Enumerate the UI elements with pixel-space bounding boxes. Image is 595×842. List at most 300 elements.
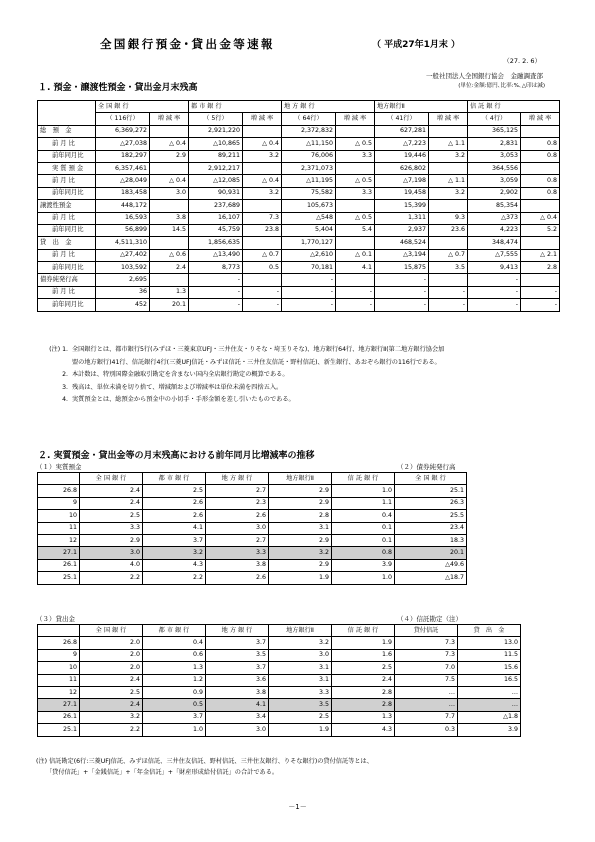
table-row [38,162,560,174]
bank-header: 都 市 銀 行 [143,473,206,485]
rate-cell: 1.9 [332,637,395,649]
rate-cell: 2.0 [80,662,143,674]
amount-cell: 626,802 [375,162,429,174]
table-row [38,547,395,559]
rate-cell [521,162,560,174]
rate-cell: △ 0.4 [150,138,189,150]
rate-cell: - [429,299,468,311]
table-row [395,522,467,534]
rate-cell: 4.1 [143,522,206,534]
rate-cell: 0.1 [332,534,395,546]
bank-header: 地 方 銀 行 [206,625,269,637]
note-text: 全国銀行とは、都市銀行5行(みずほ・三菱東京UFJ・三井住友・りそな・埼玉りそな)、地方銀行64行、地方銀行Ⅱ(第二地方銀行協会加 [72,346,445,353]
header-row [38,101,560,113]
column-group-name: 全 国 銀 行 [96,101,189,113]
t4-title: （４）信託勘定（注） [397,615,462,623]
amount-cell: 627,281 [375,125,429,137]
amount-cell: △11,195 [282,175,336,187]
section2-title: ２. 実質預金・貸出金等の月末残高における前年同月比増減率の推移 [38,451,315,461]
rate-cell: 2.0 [80,637,143,649]
rate-cell: 0.8 [521,150,560,162]
bond-issue-table [394,472,467,585]
rate-cell: 0.1 [332,522,395,534]
row-label: 前 月 比 [38,249,96,261]
amount-cell: 45,759 [189,224,243,236]
amount-cell: 364,556 [468,162,521,174]
rate-header: 増 減 率 [521,113,560,125]
header-row [395,473,467,485]
table-row [38,662,395,674]
period-cell: 27.1 [38,547,80,559]
row-label: 前 月 比 [38,212,96,224]
amount-cell: - [189,299,243,311]
note-key: 3. [62,383,68,391]
rate-cell: △1.8 [458,711,521,723]
rate-cell [336,125,375,137]
amount-cell: 2,831 [468,138,521,150]
table-row [395,649,521,661]
rate-cell [429,125,468,137]
table-row [38,485,395,497]
rate-cell: △ 0.5 [336,175,375,187]
rate-cell: 7.3 [395,649,458,661]
period-cell: 12 [38,534,80,546]
amount-cell: △3,194 [375,249,429,261]
rate-cell: △ 0.7 [243,249,282,261]
rate-cell: 2.9 [150,150,189,162]
rate-cell: - [336,299,375,311]
table-row [38,237,560,249]
table-row [38,711,395,723]
amount-cell: - [189,274,243,286]
rate-cell: 2.3 [206,497,269,509]
rate-cell: 4.3 [143,559,206,571]
rate-cell: 2.9 [269,497,332,509]
rate-cell: 0.8 [521,175,560,187]
rate-cell: 2.6 [206,510,269,522]
balance-table [37,100,560,312]
amount-cell: 70,181 [282,262,336,274]
amount-cell: 3,059 [468,175,521,187]
rate-cell: 3.3 [80,522,143,534]
rate-cell [429,200,468,212]
table-row [38,138,560,150]
table-row [38,249,560,261]
rate-cell [521,274,560,286]
amount-cell: △28,049 [96,175,150,187]
rate-cell: 18.3 [395,534,467,546]
note-line [36,394,561,407]
amount-cell: 6,357,461 [96,162,150,174]
bank-count: （ 116行） [96,113,150,125]
amount-cell: 2,372,832 [282,125,336,137]
table-row [395,510,467,522]
amount-cell: △373 [468,212,521,224]
rate-cell: 7.3 [243,212,282,224]
rate-cell: 3.1 [269,674,332,686]
rate-cell: … [458,699,521,711]
period-cell: 11 [38,674,80,686]
report-period: （ 平成27年1月末 ） [372,40,461,50]
amount-cell: △27,402 [96,249,150,261]
rate-cell: 3.2 [143,547,206,559]
note-key: 2. [62,371,68,379]
table-row [395,686,521,698]
rate-cell [336,274,375,286]
rate-cell: 11.5 [458,649,521,661]
table-row [395,547,467,559]
bank-header: 信 託 銀 行 [332,473,395,485]
rate-cell: 2.4 [150,262,189,274]
rate-cell [150,162,189,174]
amount-cell: △7,198 [375,175,429,187]
table-row [395,724,521,736]
rate-cell: 20.1 [150,299,189,311]
rate-cell: 0.8 [332,547,395,559]
rate-cell: 3.2 [429,150,468,162]
rate-cell: 2.4 [80,674,143,686]
table-row [38,522,395,534]
trust-account-table [394,624,521,737]
rate-cell: 23.4 [395,522,467,534]
period-cell: 26.8 [38,637,80,649]
rate-cell: 3.5 [269,699,332,711]
rate-cell [243,274,282,286]
table-row [38,262,560,274]
amount-cell: 56,899 [96,224,150,236]
rate-cell: … [395,699,458,711]
table-row [38,175,560,187]
rate-cell: △ 0.4 [521,212,560,224]
rate-cell: 5.4 [336,224,375,236]
amount-cell: 1,770,127 [282,237,336,249]
bank-header: 都 市 銀 行 [143,625,206,637]
row-label: 前 月 比 [38,286,96,298]
rate-cell: 2.7 [206,485,269,497]
t3-title: （３）貸出金 [36,615,75,623]
table-row [38,510,395,522]
rate-cell: 3.5 [429,262,468,274]
rate-cell: 26.3 [395,497,467,509]
bank-header: 地 方 銀 行 [206,473,269,485]
amount-cell: 89,211 [189,150,243,162]
rate-cell: 0.9 [143,686,206,698]
rate-cell: 3.7 [206,662,269,674]
row-label: 前年同月比 [38,150,96,162]
rate-cell: 3.2 [80,711,143,723]
table-row [38,200,560,212]
bank-header: 信 託 銀 行 [332,625,395,637]
rate-cell [150,200,189,212]
table-row [38,724,395,736]
rate-cell: 2.0 [80,649,143,661]
rate-cell: 2.4 [80,485,143,497]
notes-block [36,344,561,407]
rate-cell: 3.8 [206,559,269,571]
amount-cell: 15,399 [375,200,429,212]
note-key: (注) 1. [49,346,68,353]
rate-cell: 1.3 [150,286,189,298]
period-cell: 27.1 [38,699,80,711]
amount-cell: 365,125 [468,125,521,137]
amount-cell: △27,038 [96,138,150,150]
amount-cell: 19,446 [375,150,429,162]
amount-cell: 3,053 [468,150,521,162]
row-label: 前年同月比 [38,299,96,311]
amount-cell: 183,458 [96,187,150,199]
rate-cell [429,237,468,249]
t1-title: （１）実質預金 [36,463,82,471]
rate-cell: 3.5 [206,649,269,661]
rate-cell: … [395,686,458,698]
rate-cell: 2.2 [143,572,206,584]
rate-cell: 1.2 [143,674,206,686]
page-title: 全国銀行預金･貸出金等速報 [100,37,275,51]
rate-cell: 2.8 [332,686,395,698]
rate-cell: 3.3 [336,187,375,199]
rate-cell [336,237,375,249]
rate-cell: 2.8 [269,510,332,522]
real-deposit-table [37,472,395,585]
row-label: 実 質 預 金 [38,162,96,174]
bank-count: （ 41行） [375,113,429,125]
rate-cell: 7.7 [395,711,458,723]
amount-cell: 348,474 [468,237,521,249]
section1-title: １. 預金・譲渡性預金・貸出金月末残高 [38,83,198,93]
table-row [395,572,467,584]
rate-cell: 3.0 [269,649,332,661]
period-cell: 25.1 [38,724,80,736]
amount-cell: 1,856,635 [189,237,243,249]
table-row [38,224,560,236]
amount-cell: 182,297 [96,150,150,162]
amount-cell: - [468,274,521,286]
period-cell: 26.1 [38,711,80,723]
rate-header: 増 減 率 [150,113,189,125]
amount-cell: 5,404 [282,224,336,236]
amount-cell: - [375,274,429,286]
amount-cell: 2,695 [96,274,150,286]
period-cell: 10 [38,662,80,674]
amount-cell: 2,912,217 [189,162,243,174]
note-key [36,357,72,370]
amount-cell: - [468,286,521,298]
rate-cell: 3.1 [269,522,332,534]
bank-header: 地方銀行Ⅱ [269,473,332,485]
corner-cell [38,101,96,126]
table-row [395,534,467,546]
amount-cell: △11,150 [282,138,336,150]
amount-cell: 6,369,272 [96,125,150,137]
amount-cell: 452 [96,299,150,311]
rate-cell: - [521,299,560,311]
bank-count: （ 5行） [189,113,243,125]
rate-cell: 3.9 [458,724,521,736]
rate-cell: 3.6 [206,674,269,686]
rate-cell: - [521,286,560,298]
note-line [36,369,561,382]
table-row [38,150,560,162]
amount-cell: 4,511,310 [96,237,150,249]
note-key: 4. [62,396,68,404]
rate-cell: △ 0.6 [150,249,189,261]
amount-cell: - [282,286,336,298]
trust-header: 貸 出 金 [458,625,521,637]
amount-cell: 19,458 [375,187,429,199]
rate-cell: 4.1 [336,262,375,274]
row-label: 前 月 比 [38,175,96,187]
rate-cell: 9.3 [429,212,468,224]
rate-header: 増 減 率 [336,113,375,125]
table-row [395,497,467,509]
rate-cell: 3.9 [332,559,395,571]
table-row [38,572,395,584]
rate-cell: 1.3 [143,662,206,674]
rate-cell: 2.6 [206,572,269,584]
rate-cell [336,200,375,212]
amount-cell: 105,673 [282,200,336,212]
amount-cell: △13,490 [189,249,243,261]
amount-cell: △7,223 [375,138,429,150]
period-header [38,473,80,485]
rate-cell [429,162,468,174]
row-label: 前年同月比 [38,224,96,236]
rate-cell: 4.3 [332,724,395,736]
footnote [36,756,561,778]
table-row [38,125,560,137]
rate-cell: 20.1 [395,547,467,559]
table-row [38,286,560,298]
rate-cell: 3.8 [150,212,189,224]
rate-cell: 1.6 [332,649,395,661]
rate-cell: 4.0 [80,559,143,571]
table-row [38,299,560,311]
rate-cell: 3.2 [243,187,282,199]
amount-cell: △548 [282,212,336,224]
rate-header: 増 減 率 [429,113,468,125]
loan-table [37,624,395,737]
table-row [395,637,521,649]
amount-cell: 2,371,073 [282,162,336,174]
table-row [38,559,395,571]
table-row [38,497,395,509]
table-row [38,686,395,698]
amount-cell: 2,937 [375,224,429,236]
period-header [38,625,80,637]
amount-cell: △2,610 [282,249,336,261]
amount-cell: 36 [96,286,150,298]
table-row [38,649,395,661]
amount-cell: 2,902 [468,187,521,199]
bank-count: （ 64行） [282,113,336,125]
period-cell: 9 [38,649,80,661]
period-cell: 25.1 [38,572,80,584]
amount-cell: - [468,299,521,311]
amount-cell: 448,172 [96,200,150,212]
rate-cell: 2.5 [80,510,143,522]
rate-cell: 2.2 [80,572,143,584]
rate-cell: 3.2 [243,150,282,162]
rate-cell: 16.5 [458,674,521,686]
table-row [38,534,395,546]
note-text: 実質預金とは、総預金から預金中の小切手・手形金額を差し引いたものである。 [72,396,295,404]
table-row [38,637,395,649]
rate-cell: 23.6 [429,224,468,236]
table-row [395,559,467,571]
rate-cell: 2.9 [269,485,332,497]
rate-cell: 2.5 [332,662,395,674]
column-group-name: 信 託 銀 行 [468,101,560,113]
rate-cell: △ 1.1 [429,175,468,187]
amount-cell: △12,085 [189,175,243,187]
period-cell: 11 [38,522,80,534]
rate-cell: △ 0.4 [243,138,282,150]
table-row [395,662,521,674]
header-row [38,625,395,637]
period-cell: 10 [38,510,80,522]
row-label: 前 月 比 [38,138,96,150]
amount-cell: 8,773 [189,262,243,274]
rate-cell: 3.2 [269,547,332,559]
rate-cell: △ 2.1 [521,249,560,261]
rate-cell: - [429,286,468,298]
rate-cell: 2.2 [80,724,143,736]
rate-cell: 1.9 [269,572,332,584]
amount-cell: 103,592 [96,262,150,274]
table-row [38,212,560,224]
publication-date: （27. 2. 6） [503,57,541,65]
rate-cell [521,237,560,249]
rate-cell: △ 0.7 [429,249,468,261]
unit-note: (単位:金額:億円､比率:%､△印は減) [458,83,545,89]
rate-cell: 3.2 [429,187,468,199]
amount-cell: △7,555 [468,249,521,261]
row-label: 譲渡性預金 [38,200,96,212]
table-row [395,699,521,711]
header-row [395,625,521,637]
rate-cell: 25.5 [395,510,467,522]
rate-header: 増 減 率 [243,113,282,125]
rate-cell: 3.0 [150,187,189,199]
period-cell: 12 [38,686,80,698]
footnote-line-2: 「貸付信託」+「金銭信託」+「年金信託」+「財産形成給付信託」の合計である。 [46,769,279,776]
amount-cell: 76,006 [282,150,336,162]
rate-cell: △ 0.5 [336,138,375,150]
rate-cell: 25.1 [395,485,467,497]
amount-cell: - [282,299,336,311]
rate-cell: 0.4 [332,510,395,522]
rate-cell: △ 1.1 [429,138,468,150]
rate-cell: … [458,686,521,698]
rate-cell [150,125,189,137]
rate-cell [429,274,468,286]
rate-cell: 23.8 [243,224,282,236]
rate-cell: 3.4 [206,711,269,723]
rate-cell: 0.3 [395,724,458,736]
table-row [395,674,521,686]
note-line [36,357,561,370]
row-label: 総 預 金 [38,125,96,137]
rate-cell: 2.4 [80,497,143,509]
table-row [38,674,395,686]
note-text: 本計数は、特別国際金融取引勘定を含まない国内全店銀行勘定の概算である。 [72,371,289,379]
rate-cell: 3.2 [269,637,332,649]
rate-cell: 2.6 [143,510,206,522]
rate-cell: 3.0 [206,724,269,736]
rate-cell: 3.1 [269,662,332,674]
rate-cell: 15.6 [458,662,521,674]
row-label: 債券純発行高 [38,274,96,286]
